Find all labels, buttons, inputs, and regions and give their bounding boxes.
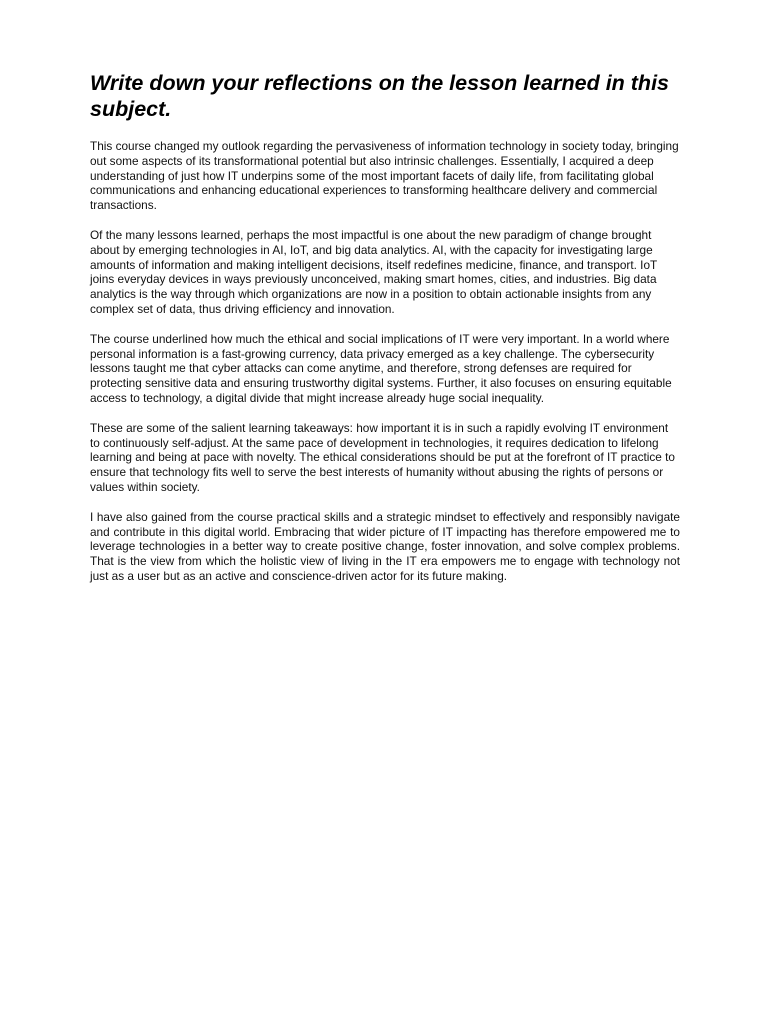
paragraph-1: This course changed my outlook regarding the pervasiveness of information technology in society today, bringing out some aspects of its transformational potential but also intrinsic challenges. Essentially, I acquired a deep understanding of just how IT underpins some of the most important facets of daily life, from facilitating global communications and enhancing educational experiences to transforming healthcare delivery and commercial transactions. xyxy=(90,139,679,213)
paragraph-5: I have also gained from the course practical skills and a strategic mindset to effectively and responsibly navigate and contribute in this digital world. Embracing that wider picture of IT impacting has therefore empowered me to leverage technologies in a better way to create positive change, foster innovation, and solve complex problems. That is the view from which the holistic view of living in the IT era empowers me to engage with technology not just as a user but as an active and conscience-driven actor for its future making. xyxy=(90,509,680,583)
document-title: Write down your reflections on the lesson learned in this subject. xyxy=(90,71,669,121)
paragraph-4: These are some of the salient learning takeaways: how important it is in such a rapidly evolving IT environment to continuously self-adjust. At the same pace of development in technologies, it requires dedication to lifelong learning and being at pace with novelty. The ethical considerations should be put at the forefront of IT practice to ensure that technology fits well to serve the best interests of humanity without abusing the rights of persons or values within society. xyxy=(90,420,675,494)
paragraph-2: Of the many lessons learned, perhaps the most impactful is one about the new paradigm of change brought about by emerging technologies in AI, IoT, and big data analytics. AI, with the capacity for investigating large amounts of information and making intelligent decisions, itself redefines medicine, finance, and transport. IoT joins everyday devices in ways previously unconceived, making smart homes, cities, and industries. Big data analytics is the way through which organizations are now in a position to obtain actionable insights from any complex set of data, thus driving efficiency and innovation. xyxy=(90,227,657,316)
document-page xyxy=(90,70,680,599)
paragraph-3: The course underlined how much the ethical and social implications of IT were very important. In a world where personal information is a fast-growing currency, data privacy emerged as a key challenge. The cybersecurity lessons taught me that cyber attacks can come anytime, and therefore, strong defenses are required for protecting sensitive data and ensuring trustworthy digital systems. Further, it also focuses on ensuring equitable access to technology, a digital divide that might increase already huge social inequality. xyxy=(90,331,672,405)
